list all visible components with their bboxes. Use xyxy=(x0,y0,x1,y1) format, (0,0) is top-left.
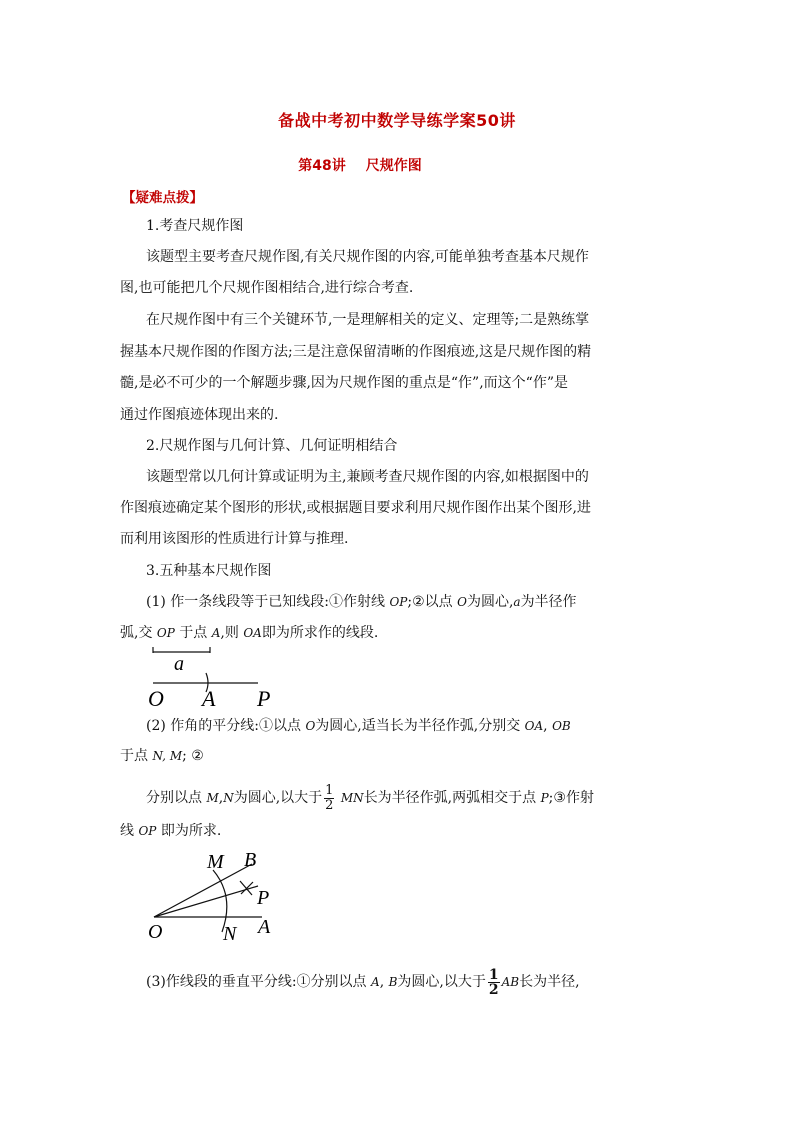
paragraph-2-line-1: 在尺规作图中有三个关键环节,一是理解相关的定义、定理等;二是熟练掌 xyxy=(146,312,590,328)
heading-2: 2.尺规作图与几何计算、几何证明相结合 xyxy=(146,438,398,454)
ray-ob xyxy=(154,864,252,917)
segment-construction-figure xyxy=(140,640,290,715)
paragraph-3-line-3: 而利用该图形的性质进行计算与推理. xyxy=(120,531,349,547)
section-2-line-2: 于点 N, M; ② xyxy=(120,748,204,764)
lecture-heading xyxy=(0,155,720,175)
heading-1: 1.考查尺规作图 xyxy=(146,218,244,234)
label-o: O xyxy=(148,686,164,711)
section-tag: 【疑难点拨】 xyxy=(122,190,203,206)
label-p: P xyxy=(257,887,270,909)
section-2-line-1: (2) 作角的平分线:①以点 O为圆心,适当长为半径作弧,分别交 OA, OB xyxy=(146,718,571,734)
paragraph-2-line-4: 通过作图痕迹体现出来的. xyxy=(120,407,279,423)
paragraph-3-line-1: 该题型常以几何计算或证明为主,兼顾考查尺规作图的内容,如根据图中的 xyxy=(146,469,589,485)
fraction-one-half: $\frac{1}{2}$ xyxy=(488,966,499,998)
section-3-line-1: (3)作线段的垂直平分线:①分别以点 A, B为圆心,以大于 $\frac{1}{2}$ AB长为半径, xyxy=(146,966,580,998)
section-2-line-3: 分别以点 M,N为圆心,以大于 $\frac{1}{2}$ MN长为半径作弧,两弧相交于点 P;③作射 xyxy=(146,782,594,813)
paragraph-3-line-2: 作图痕迹确定某个图形的形状,或根据题目要求利用尺规作图作出某个图形,进 xyxy=(120,500,591,516)
ray-op-bisector xyxy=(154,886,258,917)
angle-bisector-figure xyxy=(140,846,290,946)
label-a: a xyxy=(174,653,184,675)
section-2-line-4: 线 OP 即为所求. xyxy=(120,823,222,839)
label-a: A xyxy=(258,916,271,938)
lecture-topic: 尺规作图 xyxy=(365,158,422,174)
lecture-number: 第48讲 xyxy=(298,158,346,174)
section-1-line-2: 弧,交 OP 于点 A,则 OA即为所求作的线段. xyxy=(120,625,379,641)
paragraph-2-line-2: 握基本尺规作图的作图方法;三是注意保留清晰的作图痕迹,这是尺规作图的精 xyxy=(120,344,592,360)
label-o: O xyxy=(148,921,163,943)
label-n: N xyxy=(223,923,237,945)
paragraph-1-line-2: 图,也可能把几个尺规作图相结合,进行综合考查. xyxy=(120,280,414,296)
document-title: 备战中考初中数学导练学案50讲 xyxy=(278,111,516,130)
section-1-line-1: (1) 作一条线段等于已知线段:①作射线 OP;②以点 O为圆心,a为半径作 xyxy=(146,594,577,610)
label-m: M xyxy=(207,851,224,873)
heading-3: 3.五种基本尺规作图 xyxy=(146,563,272,579)
fraction-one-half: $\frac{1}{2}$ xyxy=(325,782,334,813)
paragraph-1-line-1: 该题型主要考查尺规作图,有关尺规作图的内容,可能单独考查基本尺规作 xyxy=(146,249,589,265)
label-b: B xyxy=(244,849,257,871)
paragraph-2-line-3: 髓,是必不可少的一个解题步骤,因为尺规作图的重点是“作”,而这个“作”是 xyxy=(120,375,568,391)
label-p: P xyxy=(257,686,271,711)
label-a-point: A xyxy=(202,686,216,711)
